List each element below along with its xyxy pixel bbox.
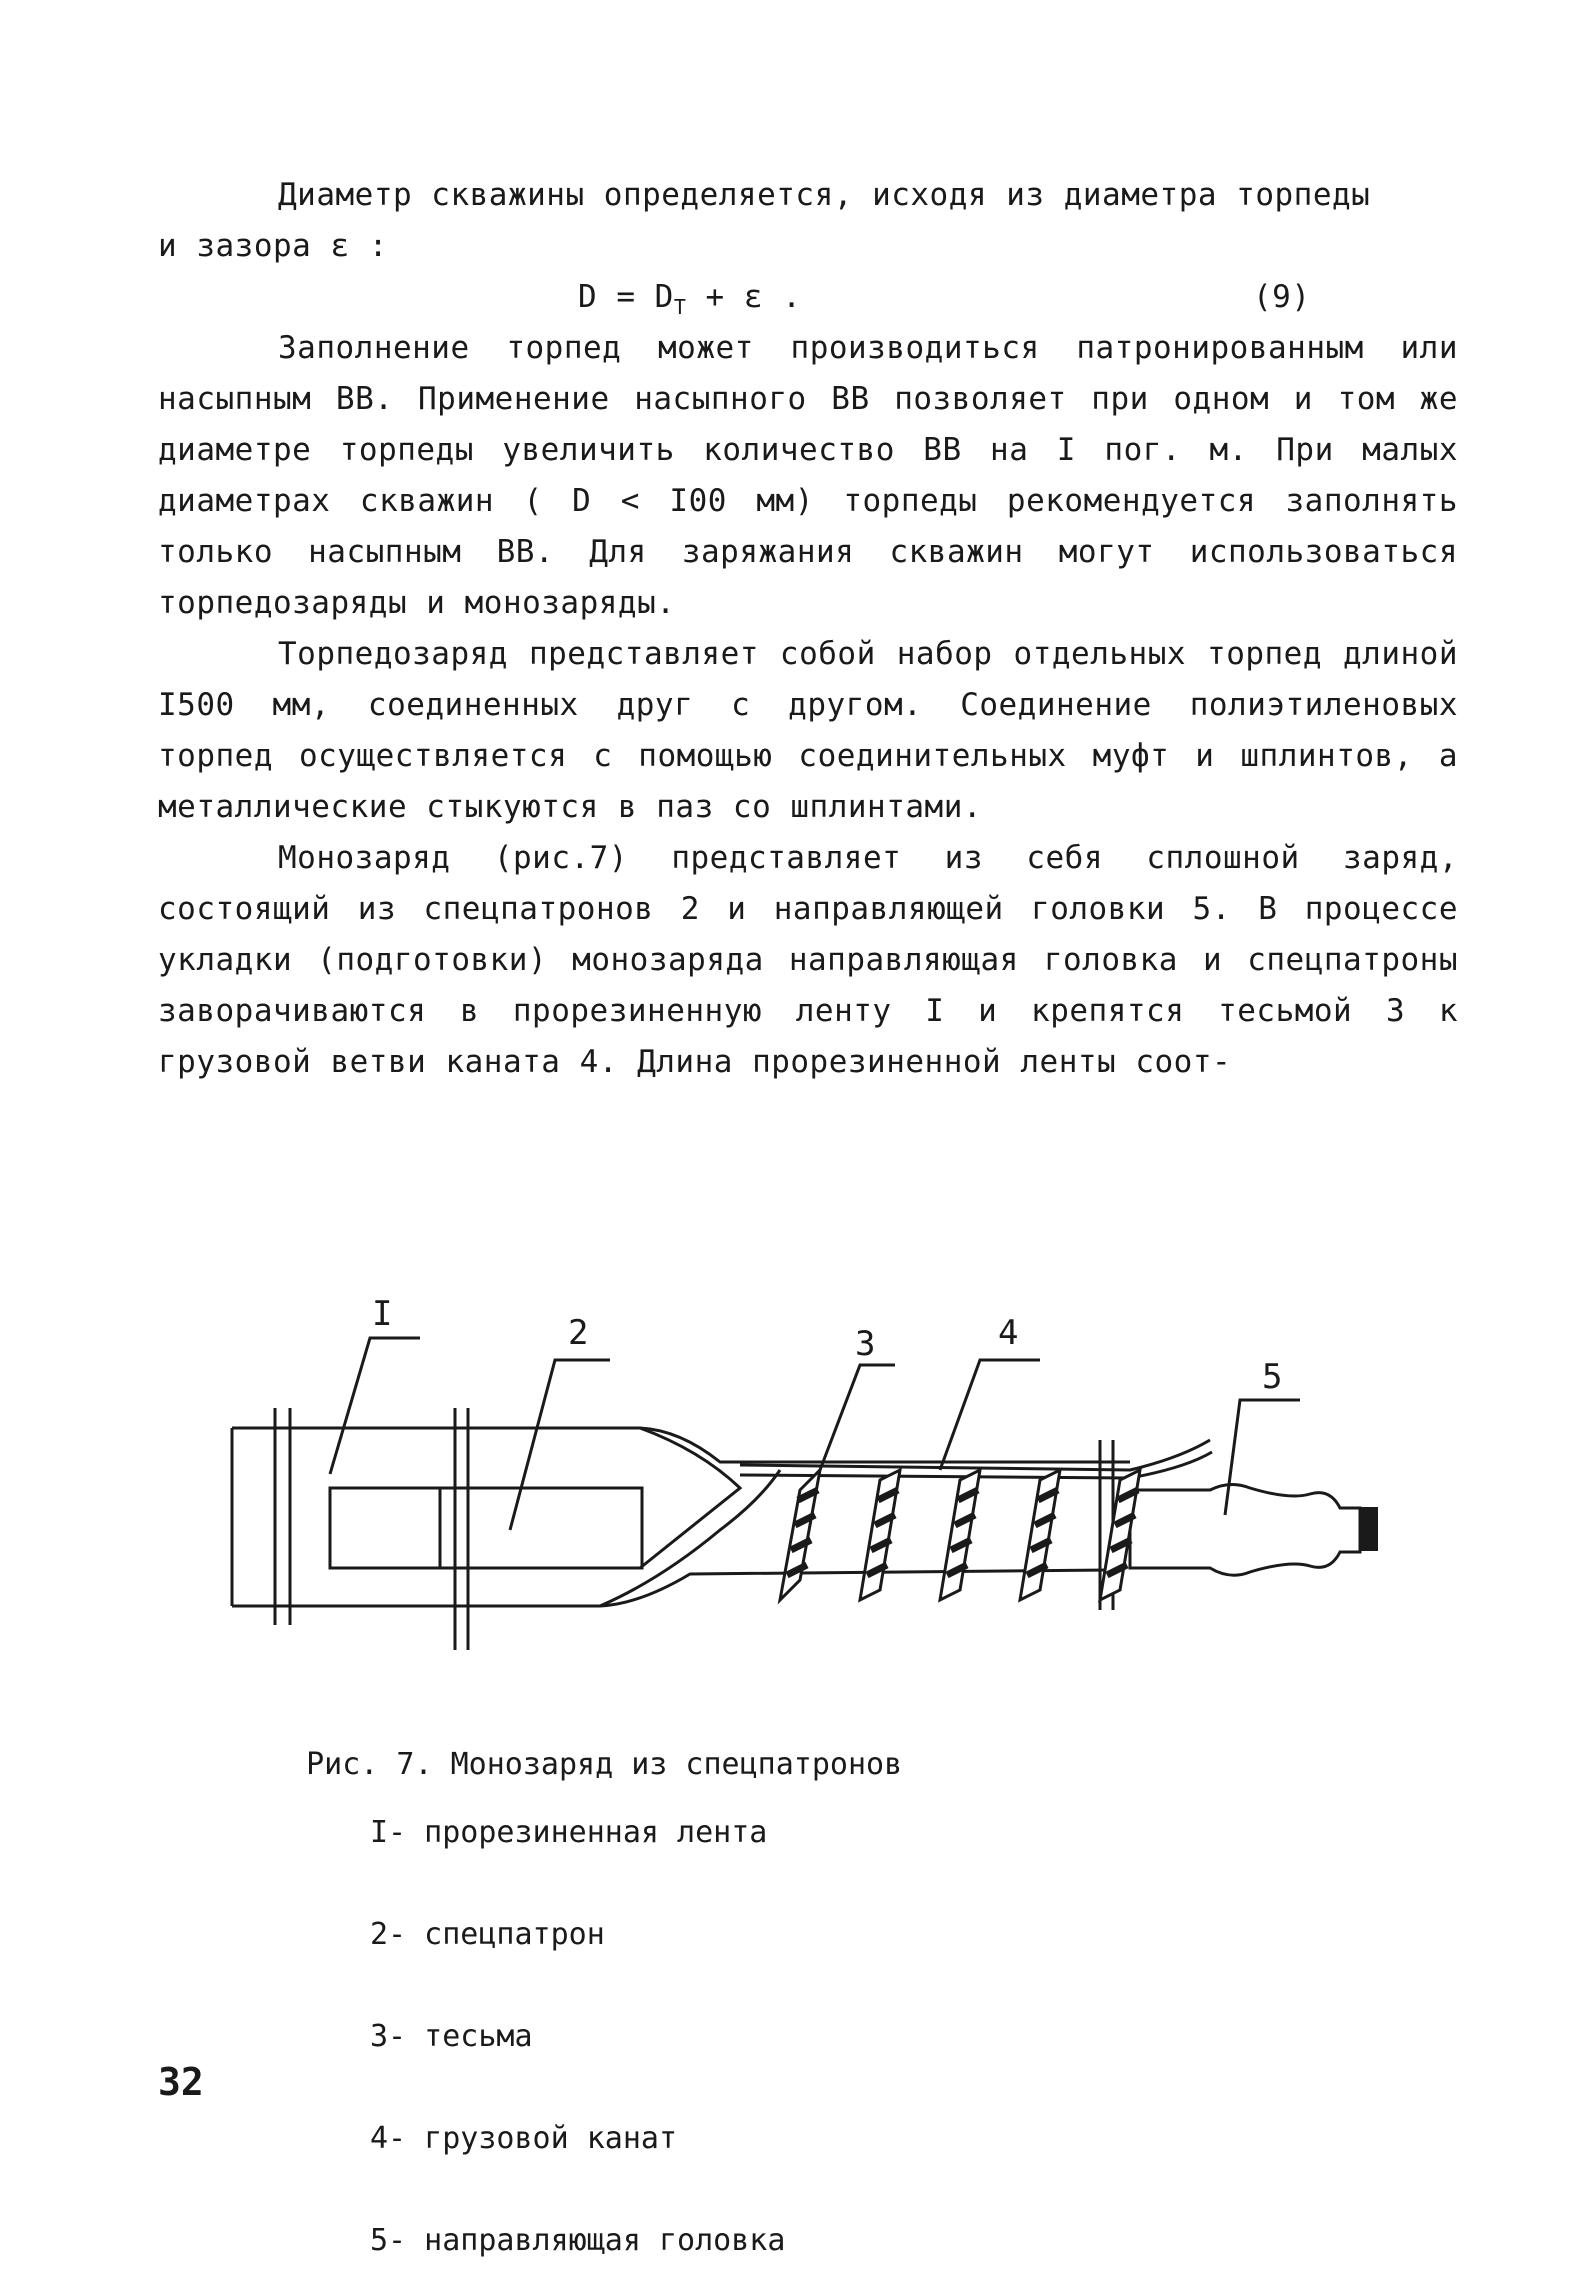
leader-3 [820, 1365, 895, 1470]
label-4: 4 [998, 1313, 1019, 1353]
formula-row [158, 272, 1458, 323]
caption-item-1: I- прорезиненная лента [370, 1815, 768, 1850]
straps [780, 1470, 1140, 1600]
rope-top [740, 1440, 1210, 1470]
leader-5 [1225, 1400, 1300, 1515]
tape-bottom-edge [232, 1570, 1110, 1606]
paragraph-4: Монозаряд (рис.7) представляет из себя сплошной заряд, состоящий из спецпатронов 2 и направляющей головки 5. В процессе укладки (подготовки) монозаряда направляющая головка и спецпатроны заворачиваются в прорезиненную ленту I и крепятся тесьмой 3 к грузовой ветви каната 4. Длина прорезиненной ленты соот- [158, 840, 1458, 1080]
head-cap [1360, 1507, 1378, 1551]
leader-1 [330, 1338, 420, 1474]
formula: $D = D_T + \varepsilon$ . [578, 279, 802, 320]
paragraph-2: Заполнение торпед может производиться патронированным или насыпным ВВ. Применение насыпного ВВ позволяет при одном и том же диаметре торпеды увеличить количество ВВ на I пог. м. При малых диаметрах скважин ( D < I00 мм) торпеды рекомендуется заполнять только насыпным ВВ. Для заряжания скважин могут использоваться торпедозаряды и монозаряды. [158, 330, 1458, 621]
caption-item-5: 5- направляющая головка [370, 2223, 786, 2258]
leader-2 [510, 1360, 610, 1530]
label-1: I [372, 1294, 393, 1334]
figure-caption [270, 1714, 902, 2292]
equation-number: (9) [1253, 279, 1311, 315]
paragraph-3: Торпедозаряд представляет собой набор отдельных торпед длиной I500 мм, соединенных друг с другом. Соединение полиэтиленовых торпед осуществляется с помощью соединительных муфт и шплинтов, а металлические стыкуются в паз со шплинтами. [158, 636, 1458, 825]
caption-item-4: 4- грузовой канат [370, 2121, 678, 2156]
monocharge-figure [0, 1280, 1594, 1700]
page-number: 32 [158, 2060, 204, 2104]
caption-item-3: 3- тесьма [370, 2019, 533, 2054]
body-text [158, 170, 1458, 1088]
caption-item-2: 2- спецпатрон [370, 1917, 605, 1952]
cartridge-body [330, 1488, 642, 1568]
label-3: 3 [855, 1324, 876, 1364]
leader-4 [940, 1360, 1040, 1470]
paragraph-1-line-2: и зазора ε : [158, 228, 388, 264]
caption-title: Рис. 7. Монозаряд из спецпатронов [306, 1747, 903, 1782]
label-5: 5 [1262, 1357, 1283, 1397]
label-2: 2 [568, 1313, 589, 1353]
guide-head [1130, 1484, 1360, 1575]
paragraph-1-line-1: Диаметр скважины определяется, исходя из диаметра торпеды [278, 177, 1371, 213]
